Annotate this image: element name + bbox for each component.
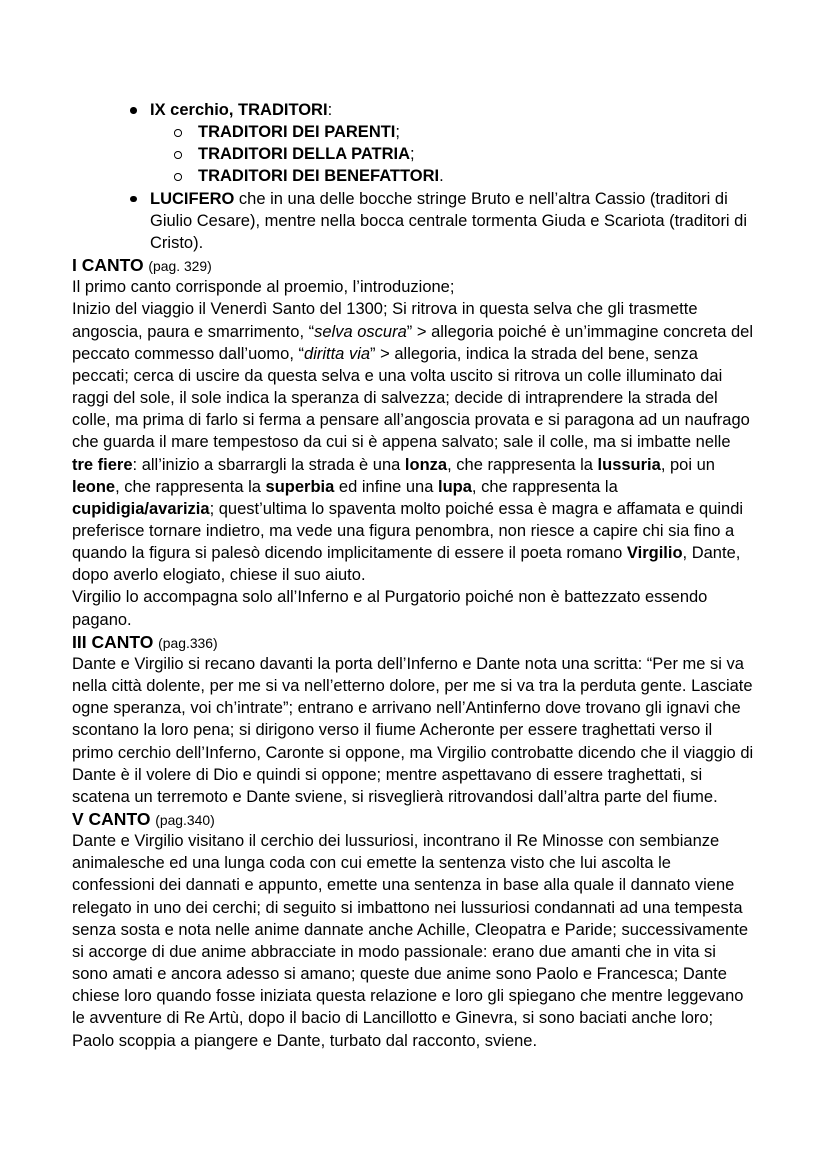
text-line (0, 542, 828, 564)
paragraph (0, 586, 828, 630)
list-item-line: Giulio Cesare), mentre nella bocca centrale tormenta Giuda e Scariota (traditori di (150, 211, 748, 230)
sub-list-item-punctuation: ; (395, 123, 400, 142)
text-line: relegato in uno dei cerchi; di seguito si imbattono nei lussuriosi condannati ad una tempesta (72, 898, 743, 917)
paragraph (0, 653, 828, 808)
bullet-list (0, 99, 828, 254)
section-title: I CANTO (72, 255, 144, 276)
section-heading (0, 808, 828, 830)
text-run: , che rappresenta la (471, 477, 618, 496)
text-run: ” > allegoria poiché è un’immagine concreta del (406, 322, 754, 341)
bold-term: superbia (265, 477, 335, 496)
text-line: sono amati e ancora adesso si amano; queste due anime sono Paolo e Francesca; Dante (72, 965, 727, 984)
list-item-lucifer (0, 188, 828, 254)
sub-list-item-parents (0, 121, 828, 143)
text-run: peccato commesso dall’uomo, “ (72, 344, 305, 363)
page-reference: (pag.336) (158, 634, 218, 651)
bold-term: LUCIFERO (150, 189, 235, 208)
bold-term: lonza (404, 455, 448, 474)
text-run: : all’inizio a sbarrargli la strada è una (132, 455, 405, 474)
text-line: chiese loro quando fosse iniziata questa relazione e loro gli spiegano che mentre leggevano (72, 987, 744, 1006)
bold-term: cupidigia/avarizia (72, 499, 210, 518)
text-line (0, 498, 828, 520)
text-line: Paolo scoppia a piangere e Dante, turbato dal racconto, sviene. (72, 1031, 538, 1050)
text-line: Dante e Virgilio visitano il cerchio dei lussuriosi, incontrano il Re Minosse con sembianze (72, 832, 720, 851)
text-line (0, 343, 828, 365)
list-item-line: Cristo). (150, 233, 204, 252)
bold-term: Virgilio (626, 544, 683, 563)
italic-quote: diritta via (304, 344, 371, 363)
hollow-bullet-icon (174, 173, 182, 181)
page-reference: (pag.340) (155, 812, 215, 828)
text-run: angoscia, paura e smarrimento, “ (72, 322, 315, 341)
hollow-bullet-icon (174, 129, 182, 137)
text-line: ogne speranza, voi ch’intrate”; entrano e arrivano nell’Antinferno dove trovano gli ignavi che (72, 699, 741, 718)
section-heading (0, 631, 828, 653)
text-line (0, 476, 828, 498)
text-run: , che rappresenta la (115, 477, 266, 496)
text-line: pagano. (72, 610, 132, 629)
section-i-canto (0, 254, 828, 631)
sub-list-item-label: TRADITORI DEI PARENTI (198, 123, 396, 142)
text-run: che in una delle bocche stringe Bruto e nell’altra Cassio (traditori di (234, 189, 728, 208)
text-run: ” > allegoria, indica la strada del bene, senza (370, 344, 698, 363)
text-line: animalesche ed una lunga coda con cui emette la sentenza visto che lui ascolta le (72, 854, 671, 873)
bold-term: lupa (438, 477, 472, 496)
list-item-ninth-circle (0, 99, 828, 188)
text-line: dopo averlo elogiato, chiese il suo aiuto. (72, 566, 366, 585)
list-item-punctuation: : (327, 101, 333, 119)
text-run: ed infine una (334, 477, 438, 496)
page-reference: (pag. 329) (148, 258, 212, 275)
text-run: , che rappresenta la (447, 455, 598, 474)
text-run: , Dante, (682, 544, 741, 563)
sub-list (0, 121, 828, 187)
text-run: ; quest’ultima lo spaventa molto poiché essa è magra e affamata e quindi (209, 499, 744, 518)
text-line: primo cerchio dell’Inferno, Caronte si oppone, ma Virgilio controbatte dicendo che il viaggio di (72, 743, 754, 762)
text-line: Inizio del viaggio il Venerdì Santo del 1300; Si ritrova in questa selva che gli trasmette (72, 300, 698, 319)
text-line: raggi del sole, il sole indica la speranza di salvezza; decide di intraprendere la strada del (72, 389, 718, 408)
text-line: colle, ma prima di farlo si ferma a pensare all’angoscia provata e si paragona ad un naufrago (72, 411, 750, 430)
sub-list-item-homeland (0, 143, 828, 165)
text-line (0, 454, 828, 476)
text-line: le avventure di Re Artù, dopo il bacio di Lancillotto e Ginevra, si sono baciati anche loro; (72, 1009, 714, 1028)
text-line: preferisce tornare indietro, ma vede una figura penombra, non riesce a capire chi sia fino a (72, 521, 735, 540)
text-line: si accorge di due anime abbracciate in modo passionale: erano due amanti che in vita si (72, 942, 716, 961)
bold-term: lussuria (597, 455, 661, 474)
text-line: peccati; cerca di uscire da questa selva e una volta uscito si ritrova un colle illuminato dai (72, 366, 723, 385)
sub-list-item-punctuation: ; (410, 145, 415, 164)
text-line: Dante è il volere di Dio e quindi si oppone; mentre aspettavano di essere traghettati, si (72, 765, 703, 784)
section-heading (0, 254, 828, 276)
section-title: V CANTO (72, 809, 151, 829)
sub-list-item-punctuation: . (439, 167, 444, 186)
italic-quote: selva oscura (314, 322, 407, 341)
section-v-canto (0, 808, 828, 1052)
sub-list-item-benefactors (0, 165, 828, 187)
text-line: nella città dolente, per me si va nell’etterno dolore, per me si va tra la perduta gente. Lasciate (72, 677, 753, 696)
sub-list-item-label: TRADITORI DEI BENEFATTORI (198, 167, 440, 186)
paragraph (0, 830, 828, 1052)
text-line (0, 321, 828, 343)
bold-term: tre fiere (72, 455, 133, 474)
bullet-icon (130, 107, 137, 114)
text-line: Virgilio lo accompagna solo all’Inferno e al Purgatorio poiché non è battezzato essendo (72, 588, 708, 607)
list-item-line (0, 188, 828, 210)
text-line: scatena un terremoto e Dante sviene, si risveglierà ritrovandosi dall’altra parte del fiume. (72, 787, 718, 806)
paragraph (0, 298, 828, 586)
section-title: III CANTO (72, 631, 154, 652)
section-iii-canto (0, 631, 828, 808)
study-notes (0, 99, 828, 1052)
text-line: Dante e Virgilio si recano davanti la porta dell’Inferno e Dante nota una scritta: “Per me si va (72, 654, 744, 673)
text-run: , poi un (660, 455, 715, 474)
text-run: quando la figura si palesò dicendo implicitamente di essere il poeta romano (72, 544, 627, 563)
text-line: Il primo canto corrisponde al proemio, l’introduzione; (72, 278, 455, 297)
hollow-bullet-icon (174, 151, 182, 159)
text-line: confessioni dei dannati e appunto, emette una sentenza in base alla quale il dannato viene (72, 876, 735, 895)
list-item-line (0, 99, 828, 121)
sub-list-item-label: TRADITORI DELLA PATRIA (198, 145, 411, 164)
text-line: senza sosta e nota nelle anime dannate anche Achille, Cleopatra e Paride; successivamente (72, 920, 749, 939)
bullet-icon (130, 196, 137, 203)
text-line: che guarda il mare tempestoso da cui si è appena salvato; sale il colle, ma si imbatte nelle (72, 433, 731, 452)
bold-term: leone (72, 477, 116, 496)
list-item-label: IX cerchio, TRADITORI (150, 101, 328, 119)
text-line: scontano la loro pena; si dirigono verso il fiume Acheronte per essere traghettati verso il (72, 721, 713, 740)
paragraph (0, 276, 828, 298)
